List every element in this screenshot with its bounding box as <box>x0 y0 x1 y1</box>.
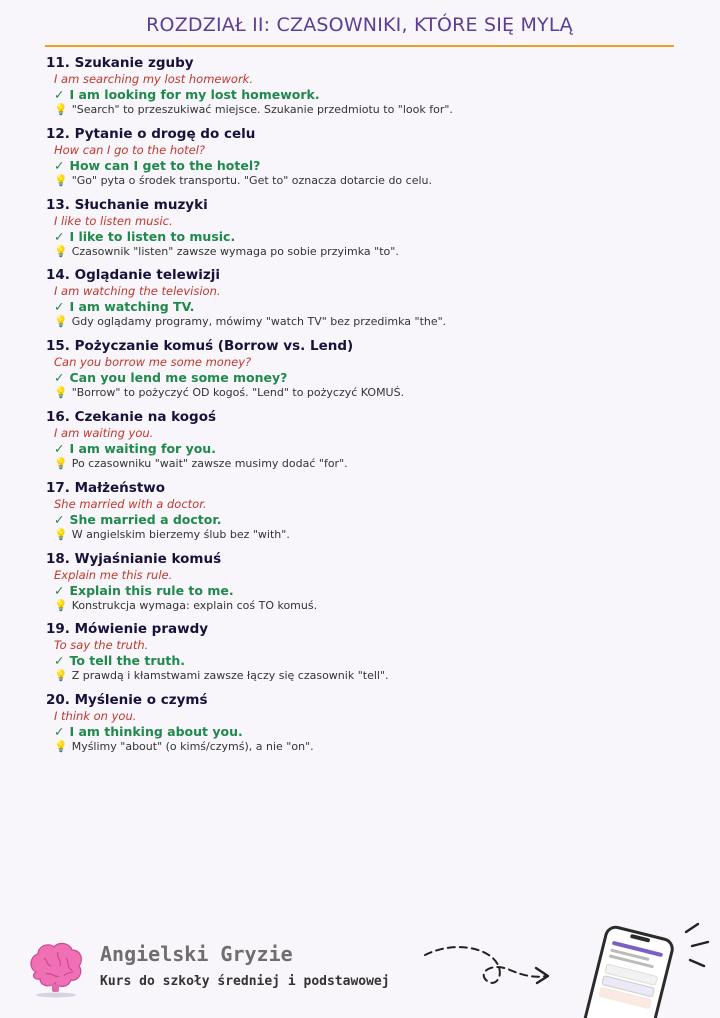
tip-row <box>46 314 676 329</box>
correct-sentence-row <box>46 441 676 456</box>
wrong-sentence: I think on you. <box>54 709 137 724</box>
tip-text: W angielskim bierzemy ślub bez "with". <box>71 527 290 541</box>
correct-sentence-row <box>46 653 676 668</box>
tip-text: Z prawdą i kłamstwami zawsze łączy się czasownik "tell". <box>71 669 389 683</box>
item-title: 16. Czekanie na kogoś <box>46 408 217 425</box>
wrong-sentence: How can I go to the hotel? <box>54 142 206 157</box>
tip-row <box>46 527 676 542</box>
correct-sentence: How can I get to the hotel? <box>69 157 261 173</box>
item-title: 20. Myślenie o czymś <box>46 692 208 709</box>
brand-subtitle: Kurs do szkoły średniej i podstawowej <box>100 974 390 989</box>
tip-row <box>46 244 676 259</box>
tip-row <box>46 385 676 400</box>
lightbulb-icon: 💡 <box>54 669 68 683</box>
item-title: 14. Oglądanie telewizji <box>46 267 220 284</box>
list-item <box>46 621 676 692</box>
phone-mockup-icon <box>568 920 718 1018</box>
correct-sentence-row <box>46 370 676 385</box>
item-title: 11. Szukanie zguby <box>46 55 194 71</box>
correct-sentence-row <box>46 229 676 244</box>
brain-logo-icon <box>26 938 86 998</box>
tip-text: Czasownik "listen" zawsze wymaga po sobie przyimka "to". <box>71 244 399 258</box>
list-item <box>46 409 676 480</box>
item-title: 13. Słuchanie muzyki <box>46 196 208 213</box>
list-item <box>46 126 676 197</box>
lightbulb-icon: 💡 <box>54 386 68 400</box>
list-item <box>46 197 676 268</box>
correct-sentence-row <box>46 87 676 102</box>
wrong-sentence: I am watching the television. <box>54 284 221 299</box>
item-title: 12. Pytanie o drogę do celu <box>46 125 256 142</box>
lightbulb-icon: 💡 <box>54 527 68 541</box>
check-icon: ✓ <box>54 440 65 456</box>
tip-text: Gdy oglądamy programy, mówimy "watch TV" bez przedimka "the". <box>71 315 447 329</box>
list-item <box>46 267 676 338</box>
wrong-sentence: I am waiting you. <box>54 425 154 440</box>
footer <box>0 920 720 1018</box>
item-title: 15. Pożyczanie komuś (Borrow vs. Lend) <box>46 338 354 355</box>
item-title: 17. Małżeństwo <box>46 479 166 496</box>
correct-sentence: Explain this rule to me. <box>69 582 234 598</box>
wrong-sentence: I am searching my lost homework. <box>54 72 253 86</box>
lightbulb-icon: 💡 <box>54 244 68 258</box>
tip-row <box>46 102 676 117</box>
tip-row <box>46 456 676 471</box>
lightbulb-icon: 💡 <box>54 740 68 754</box>
tip-text: Po czasowniku "wait" zawsze musimy dodać "for". <box>71 456 348 470</box>
mistakes-list <box>46 55 676 763</box>
check-icon: ✓ <box>54 157 65 173</box>
correct-sentence: Can you lend me some money? <box>69 370 288 386</box>
correct-sentence-row <box>46 724 676 739</box>
lightbulb-icon: 💡 <box>54 315 68 329</box>
correct-sentence: She married a doctor. <box>69 511 222 527</box>
list-item <box>46 480 676 551</box>
wrong-sentence: To say the truth. <box>54 638 149 653</box>
correct-sentence: I like to listen to music. <box>69 228 236 244</box>
item-title: 19. Mówienie prawdy <box>46 621 209 638</box>
wrong-sentence: She married with a doctor. <box>54 496 207 511</box>
list-item <box>46 55 676 126</box>
tip-text: Konstrukcja wymaga: explain coś TO komuś. <box>71 598 318 612</box>
check-icon: ✓ <box>54 370 65 386</box>
tip-text: "Go" pyta o środek transportu. "Get to" oznacza dotarcie do celu. <box>71 173 432 187</box>
check-icon: ✓ <box>54 299 65 315</box>
correct-sentence-row <box>46 158 676 173</box>
check-icon: ✓ <box>54 511 65 527</box>
tip-text: "Search" to przeszukiwać miejsce. Szukanie przedmiotu to "look for". <box>71 103 453 116</box>
wrong-sentence: I like to listen music. <box>54 213 173 228</box>
wrong-sentence: Can you borrow me some money? <box>54 355 252 370</box>
tip-row <box>46 173 676 188</box>
correct-sentence: I am waiting for you. <box>69 440 216 456</box>
wrong-sentence: Explain me this rule. <box>54 567 173 582</box>
check-icon: ✓ <box>54 228 65 244</box>
correct-sentence-row <box>46 512 676 527</box>
tip-text: Myślimy "about" (o kimś/czymś), a nie "on". <box>71 740 314 754</box>
check-icon: ✓ <box>54 724 65 740</box>
check-icon: ✓ <box>54 653 65 669</box>
check-icon: ✓ <box>54 87 65 102</box>
item-title: 18. Wyjaśnianie komuś <box>46 550 222 567</box>
lightbulb-icon: 💡 <box>54 456 68 470</box>
lightbulb-icon: 💡 <box>54 103 68 116</box>
tip-row <box>46 668 676 683</box>
list-item <box>46 551 676 622</box>
list-item <box>46 692 676 763</box>
correct-sentence-row <box>46 583 676 598</box>
tip-row <box>46 739 676 754</box>
correct-sentence: I am looking for my lost homework. <box>69 87 320 102</box>
correct-sentence: I am thinking about you. <box>69 724 243 740</box>
tip-row <box>46 598 676 613</box>
correct-sentence: I am watching TV. <box>69 299 195 315</box>
tip-text: "Borrow" to pożyczyć OD kogoś. "Lend" to pożyczyć KOMUŚ. <box>71 386 405 400</box>
lightbulb-icon: 💡 <box>54 598 68 612</box>
list-item <box>46 338 676 409</box>
correct-sentence: To tell the truth. <box>69 653 186 669</box>
correct-sentence-row <box>46 299 676 314</box>
check-icon: ✓ <box>54 582 65 598</box>
header-divider <box>45 45 674 47</box>
curly-arrow-icon <box>420 940 560 1000</box>
page-title: ROZDZIAŁ II: CZASOWNIKI, KTÓRE SIĘ MYLĄ <box>146 14 573 36</box>
brand-name: Angielski Gryzie <box>100 942 293 966</box>
lightbulb-icon: 💡 <box>54 173 68 187</box>
